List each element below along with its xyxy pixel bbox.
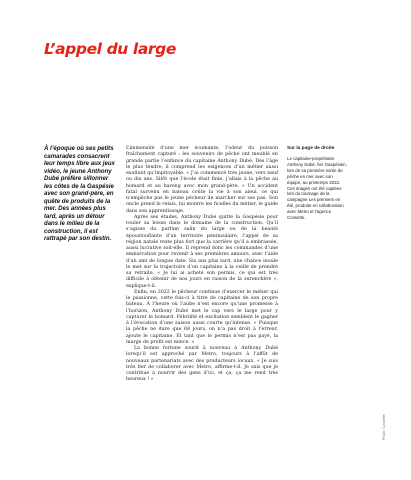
photo-caption-sidebar <box>287 146 347 221</box>
body-paragraph: L’immensité d’une mer écumante, l’odeur du poisson fraîchement capturé : les souvenirs de pêche ont meublé en grande partie l’enfance du capitaine Anthony Dubé. Dès l’âge le plus tendre, il comprend les exigences d’un métier aussi exaltant qu’impitoyable. « J’ai commencé très jeune, vers neuf ou dix ans. Sitôt que l’école était finie, j’allais à la pêche au homard et au hareng avec mon grand-père. » Un accident fatal survenu en bateau coûte la vie à son aïeul, ce qui n’empêche pas le jeune pêcheur de marcher sur ses pas. Son oncle prend le relais, lui montre les ficelles du métier, le guide dans son apprentissage. <box>126 146 278 214</box>
article-intro: À l’époque où ses petits camarades consacrent leur temps libre aux jeux vidéo, le jeune Anthony Dubé préfère sillonner les côtes de la Gaspésie avec son grand-père, en quête de produits de la mer. Des années plus tard, après un détour dans le milieu de la construction, il est rattrapé par son destin. <box>44 146 115 242</box>
body-paragraph: La bonne fortune sourit à nouveau à Anthony Dubé lorsqu’il est approché par Metro, toujours à l’affût de nouveaux partenariats avec des producteurs locaux. « Je suis très fier de collaborer avec Metro, affirme-t-il. Je sais que je contribue à nourrir des gens d’ici, et ça, ça me rend très heureux ! » <box>126 346 278 383</box>
article-body <box>126 146 278 384</box>
body-paragraph: Enfin, en 2022 le pêcheur continue d’exercer le métier qui le passionne, cette fois-ci à titre de capitaine de son propre bateau. À l’heure où l’aube n’est encore qu’une promesse à l’horizon, Anthony Dubé met le cap vers le large pour y capturer le homard. Fébrilité et excitation semblent le gagner à l’évocation d’une saison aussi courte qu’intense. « Puisque la pêche ne dure que 68 jours, on n’a pas droit à l’erreur, ajoute le capitaine. Et tant que le permis n’est pas payé, la marge de profit est mince. » <box>126 289 278 345</box>
photo-credit: Photo: Cossette <box>382 414 386 440</box>
article-title: L’appel du large <box>44 40 176 58</box>
body-paragraph: Après ses études, Anthony Dubé quitte la Gaspésie pour rouler sa bosse dans le domaine de la construction. Qu’il s’agisse du parfum salin du large ou de la beauté époustouflante d’un territoire péninsulaire, l’appel de sa région natale reste plus fort que la carrière qu’il a embrassée, aussi lucrative soit-elle. Il reprend donc les commandes d’une embarcation pour revenir à ses premières amours, avec l’aide d’un ami de longue date. Six ans plus tard, une chance inouïe le met sur la trajectoire d’un capitaine à la veille de prendre sa retraite. « Je lui ai acheté son permis, ce qui est très difficile à obtenir de nos jours en raison de la surenchère », explique-t-il. <box>126 214 278 289</box>
sidebar-text: Le capitaine-propriétaire Anthony Dubé, fier Gaspésien, lors de sa première sortie de pêche en mer avec son équipe, au printemps 2022. Ces images ont été captées lors du tournage de la campagne Les premiers en été, produite en collaboration avec Metro et l’agence Cossette. <box>287 156 347 221</box>
sidebar-heading: Sur la page de droite <box>287 146 335 151</box>
